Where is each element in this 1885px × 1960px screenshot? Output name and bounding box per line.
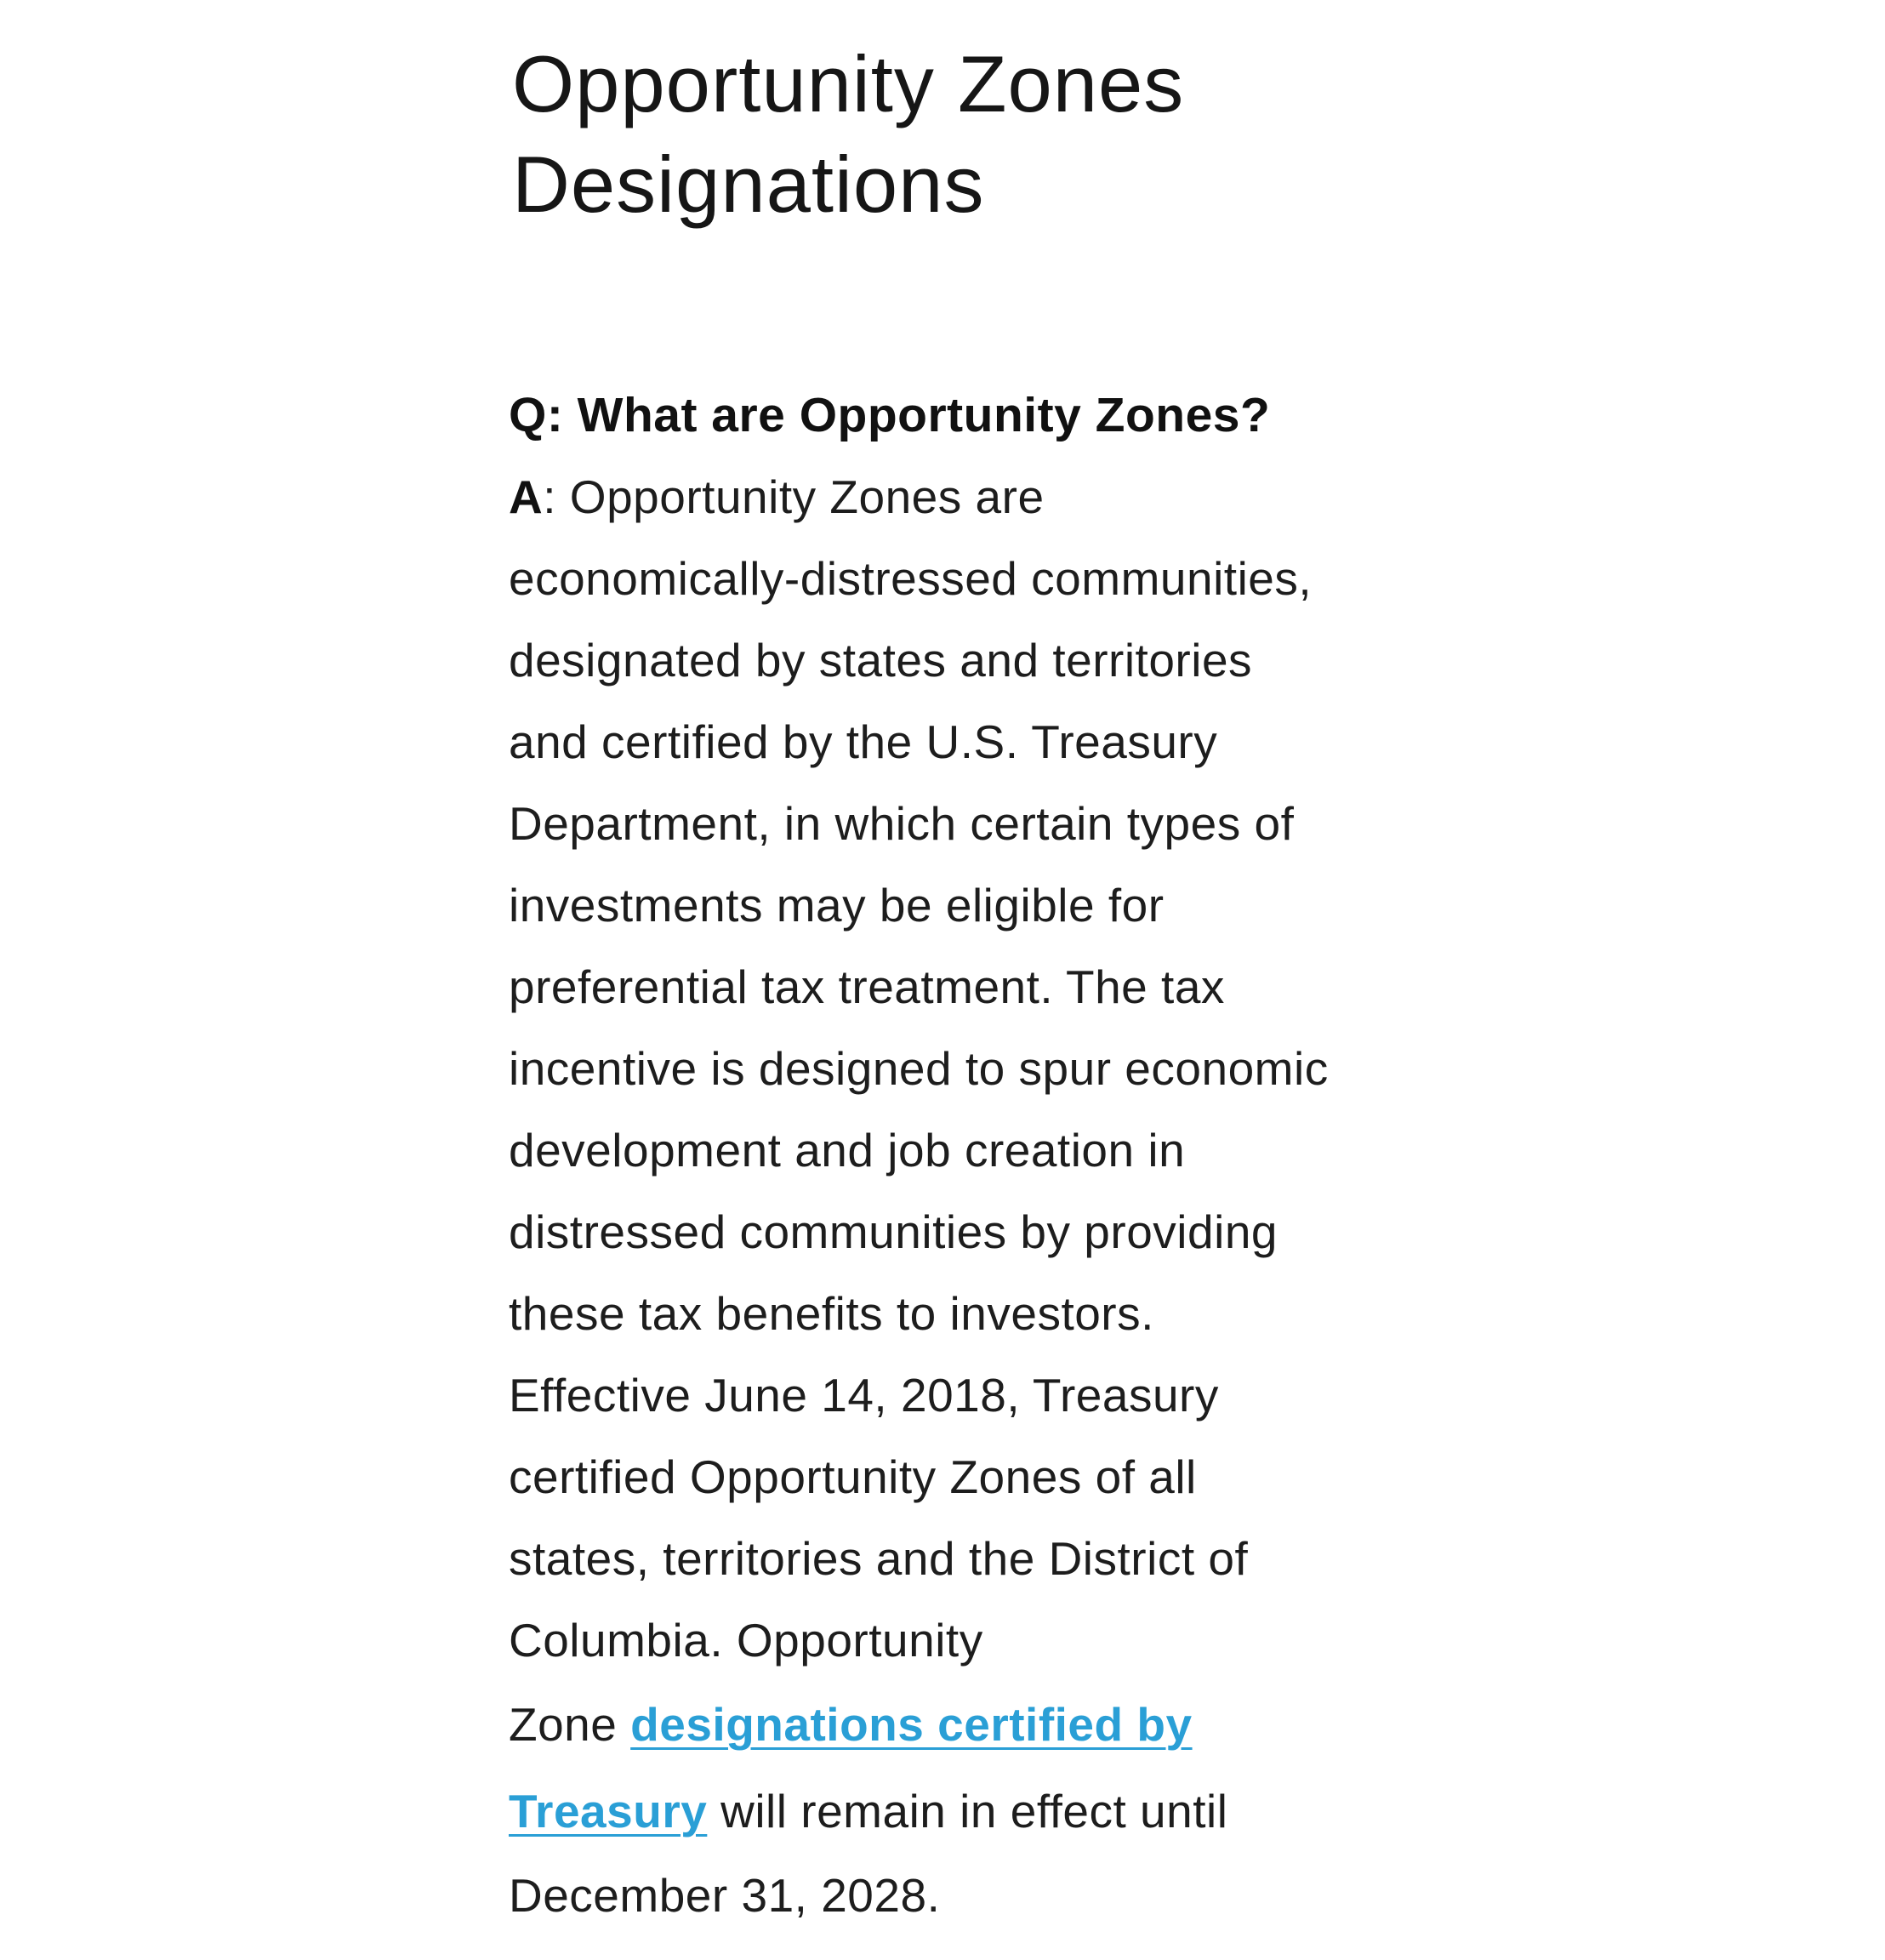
answer-line-14: states, territories and the District of (509, 1532, 1249, 1585)
answer-line-8: incentive is designed to spur economic (509, 1042, 1329, 1095)
faq-answer (509, 456, 1461, 1936)
faq-question: Q: What are Opportunity Zones? (509, 388, 1271, 442)
answer-line-4: and certified by the U.S. Treasury (509, 715, 1218, 768)
treasury-designations-link-part-2[interactable]: Treasury (509, 1785, 708, 1838)
page-title-line-2: Designations (512, 140, 985, 229)
answer-line-13: certified Opportunity Zones of all (509, 1450, 1197, 1503)
answer-line-3: designated by states and territories (509, 634, 1253, 687)
answer-line-2: economically-distressed communities, (509, 552, 1313, 605)
answer-line-18: December 31, 2028. (509, 1869, 941, 1922)
answer-label: A (509, 470, 544, 523)
answer-line-16 (509, 1681, 1461, 1768)
page-title (512, 34, 1448, 235)
answer-line-6: investments may be eligible for (509, 879, 1165, 932)
after-link-text: will remain in effect until (707, 1785, 1228, 1838)
answer-line-1 (509, 456, 1461, 538)
answer-line-15: Columbia. Opportunity (509, 1614, 983, 1667)
page-title-line-1: Opportunity Zones (512, 39, 1185, 128)
answer-line-11: these tax benefits to investors. (509, 1287, 1154, 1340)
answer-line-9: development and job creation in (509, 1124, 1186, 1177)
answer-line-17 (509, 1768, 1461, 1855)
answer-colon: : (543, 470, 570, 523)
treasury-designations-link-part-1[interactable]: designations certified by (630, 1698, 1193, 1751)
zone-prefix: Zone (509, 1698, 631, 1751)
answer-line-7: preferential tax treatment. The tax (509, 960, 1225, 1013)
faq-item (509, 374, 1461, 1936)
answer-line-5: Department, in which certain types of (509, 797, 1295, 850)
answer-line-10: distressed communities by providing (509, 1205, 1278, 1258)
answer-line-12: Effective June 14, 2018, Treasury (509, 1369, 1219, 1422)
answer-text-1: Opportunity Zones are (569, 470, 1045, 523)
